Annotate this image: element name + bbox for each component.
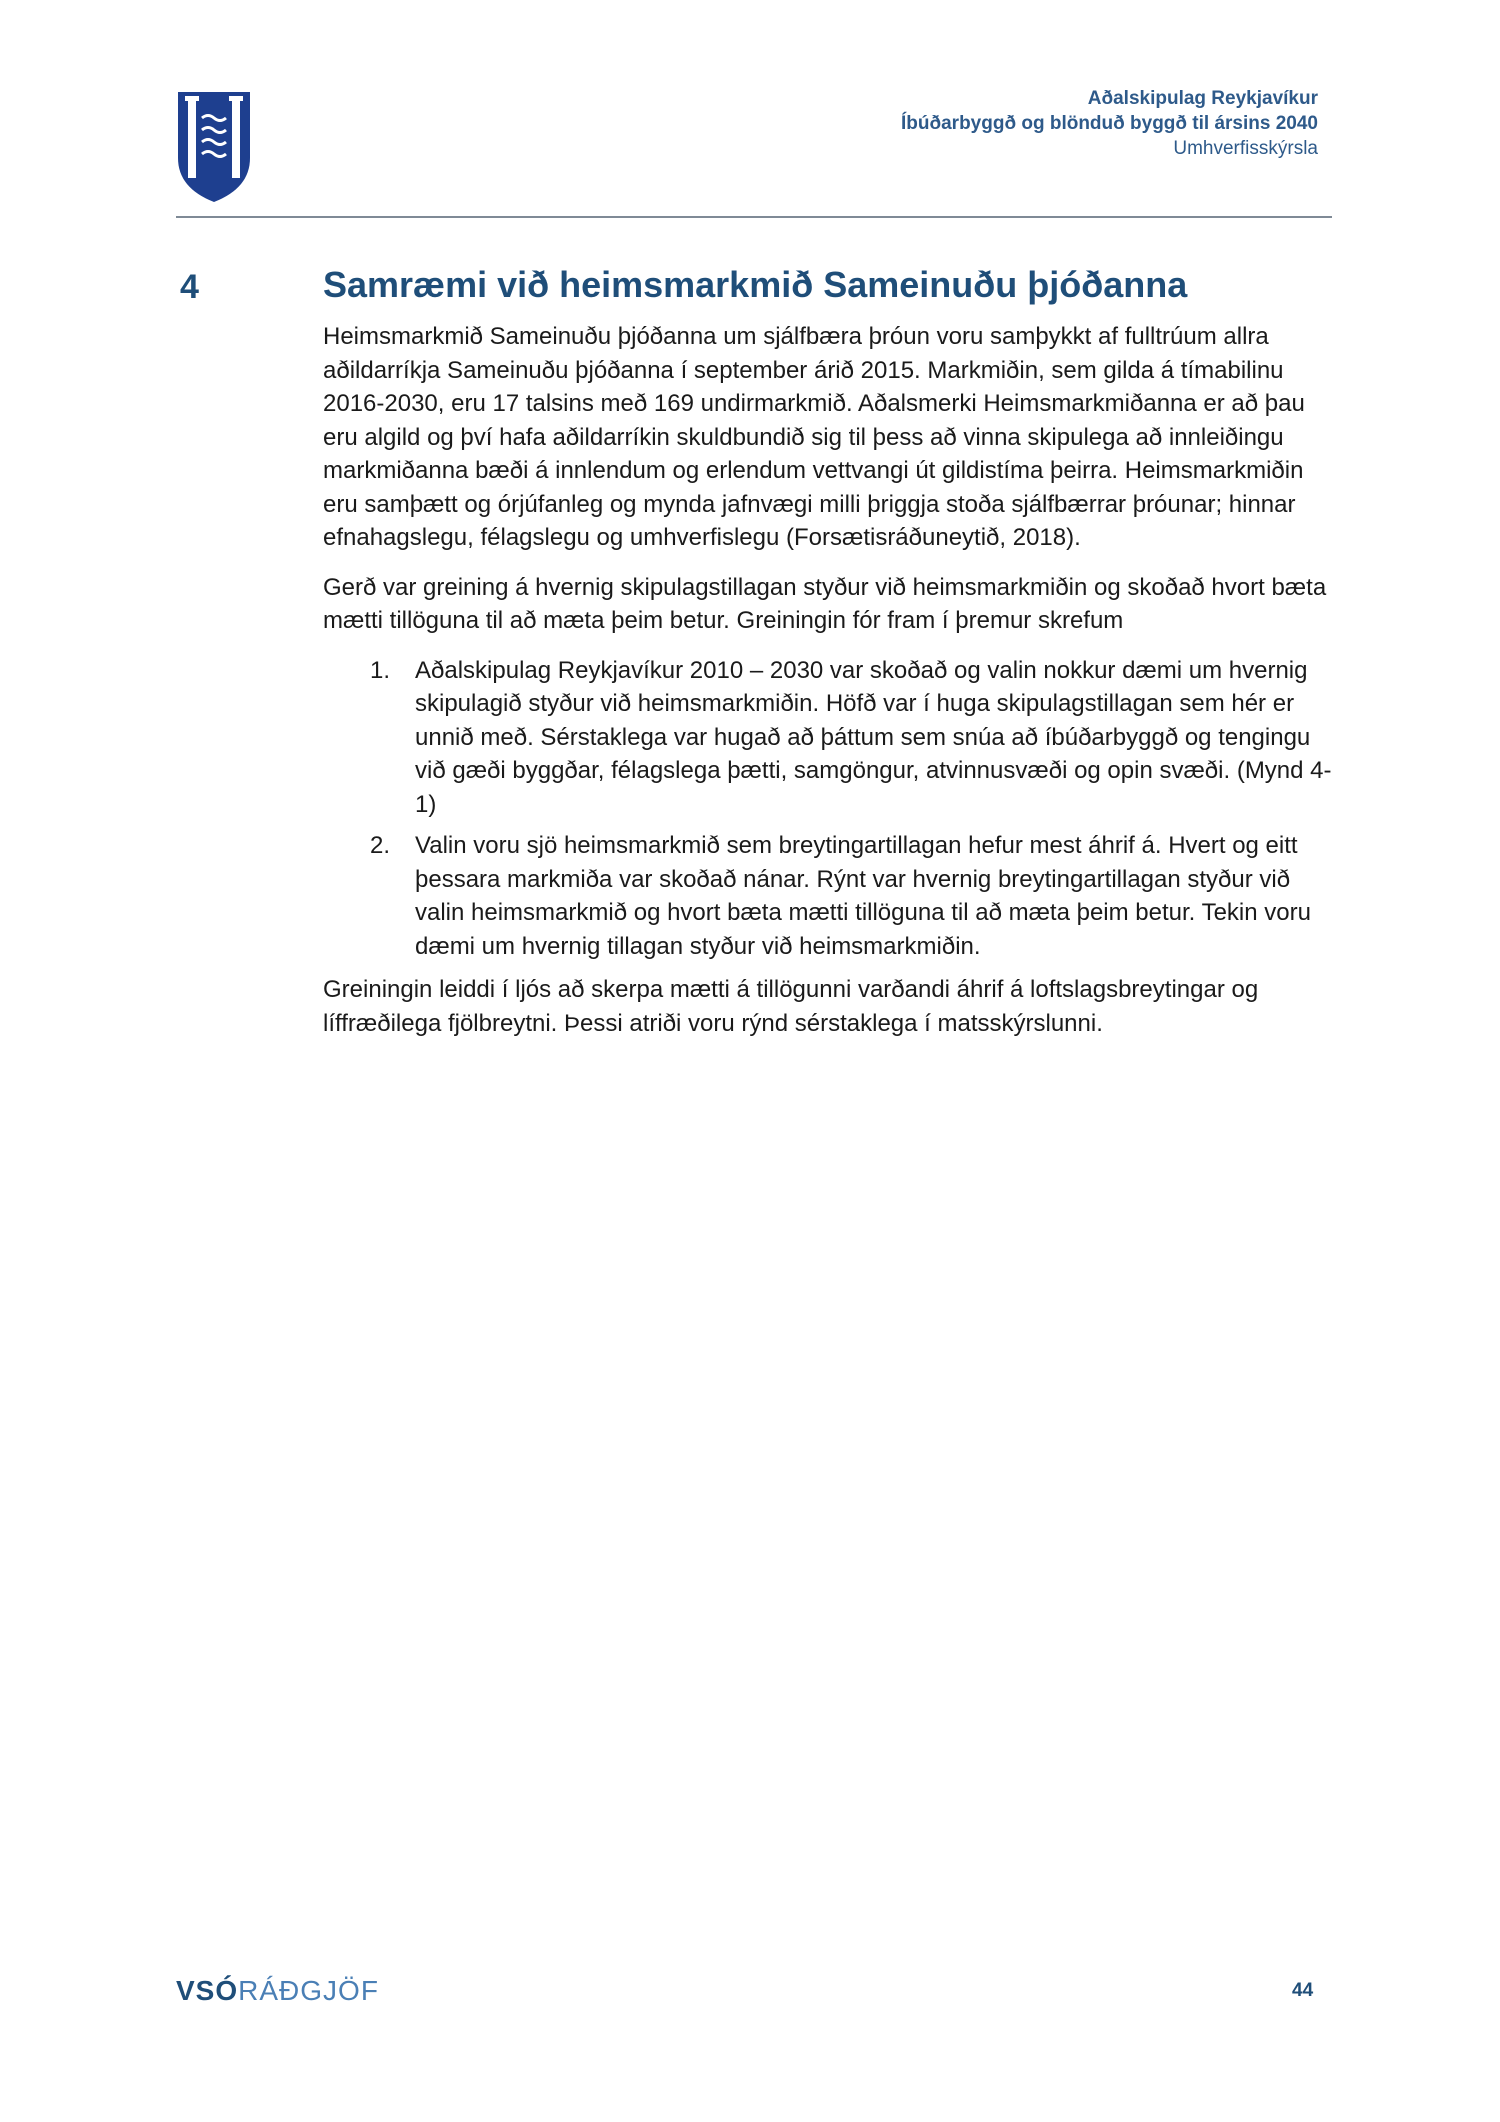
reykjavik-crest-icon — [176, 90, 252, 204]
list-item-text: Valin voru sjö heimsmarkmið sem breytingartillagan hefur mest áhrif á. Hvert og eitt þessara markmiða var skoðað nánar. Rýnt var hvernig breytingartillagan styður við valin heimsmarkmið og hvort bæta mætti tillöguna til að mæta þeim betur. Tekin voru dæmi um hvernig tillagan styður við heimsmarkmiðin. — [415, 832, 1311, 960]
header-line-2: Íbúðarbyggð og blönduð byggð til ársins 2040 — [901, 113, 1318, 134]
list-item — [323, 829, 1333, 963]
page-number: 44 — [1292, 1980, 1314, 2001]
list-item-number: 2. — [370, 832, 391, 859]
logo-part-2: RÁÐGJÖF — [238, 1975, 379, 2006]
header-line-3: Umhverfisskýrsla — [1173, 138, 1318, 159]
section-number: 4 — [180, 268, 199, 306]
section-body — [323, 320, 1333, 1056]
logo-part-1: VSÓ — [176, 1975, 239, 2006]
list-item — [323, 654, 1333, 822]
list-item-number: 1. — [370, 656, 391, 684]
document-header — [901, 86, 1318, 161]
vso-logo — [176, 1975, 379, 2007]
paragraph: Greiningin leiddi í ljós að skerpa mætti á tillögunni varðandi áhrif á loftslagsbreytingar og líffræðilega fjölbreytni. Þessi atriði voru rýnd sérstaklega í matsskýrslunni. — [323, 976, 1259, 1037]
numbered-list — [323, 654, 1333, 964]
header-divider — [176, 216, 1332, 218]
section-title: Samræmi við heimsmarkmið Sameinuðu þjóðanna — [323, 264, 1188, 305]
paragraph: Heimsmarkmið Sameinuðu þjóðanna um sjálfbæra þróun voru samþykkt af fulltrúum allra aðildarríkja Sameinuðu þjóðanna í september árið 2015. Markmiðin, sem gilda á tímabilinu 2016-2030, eru 17 talsins með 169 undirmarkmið. Aðalsmerki Heimsmarkmiðanna er að þau eru algild og því hafa aðildarríkin skuldbundið sig til þess að vinna skipulega að innleiðingu markmiðanna bæði á innlendum og erlendum vettvangi út gildistíma þeirra. Heimsmarkmiðin eru samþætt og órjúfanleg og mynda jafnvægi milli þriggja stoða sjálfbærrar þróunar; hinnar efnahagslegu, félagslegu og umhverfislegu (Forsætisráðuneytið, 2018). — [323, 323, 1305, 551]
list-item-text: Aðalskipulag Reykjavíkur 2010 – 2030 var skoðað og valin nokkur dæmi um hvernig skipulagið styður við heimsmarkmiðin. Höfð var í huga skipulagstillagan sem hér er unnið með. Sérstaklega var hugað að þáttum sem snúa að íbúðarbyggð og tengingu við gæði byggðar, félagslega þætti, samgöngur, atvinnusvæði og opin svæði. (Mynd 4-1) — [415, 656, 1332, 818]
header-line-1: Aðalskipulag Reykjavíkur — [1087, 88, 1318, 109]
paragraph: Gerð var greining á hvernig skipulagstillagan styður við heimsmarkmiðin og skoðað hvort bæta mætti tillöguna til að mæta þeim betur. Greiningin fór fram í þremur skrefum — [323, 573, 1327, 634]
